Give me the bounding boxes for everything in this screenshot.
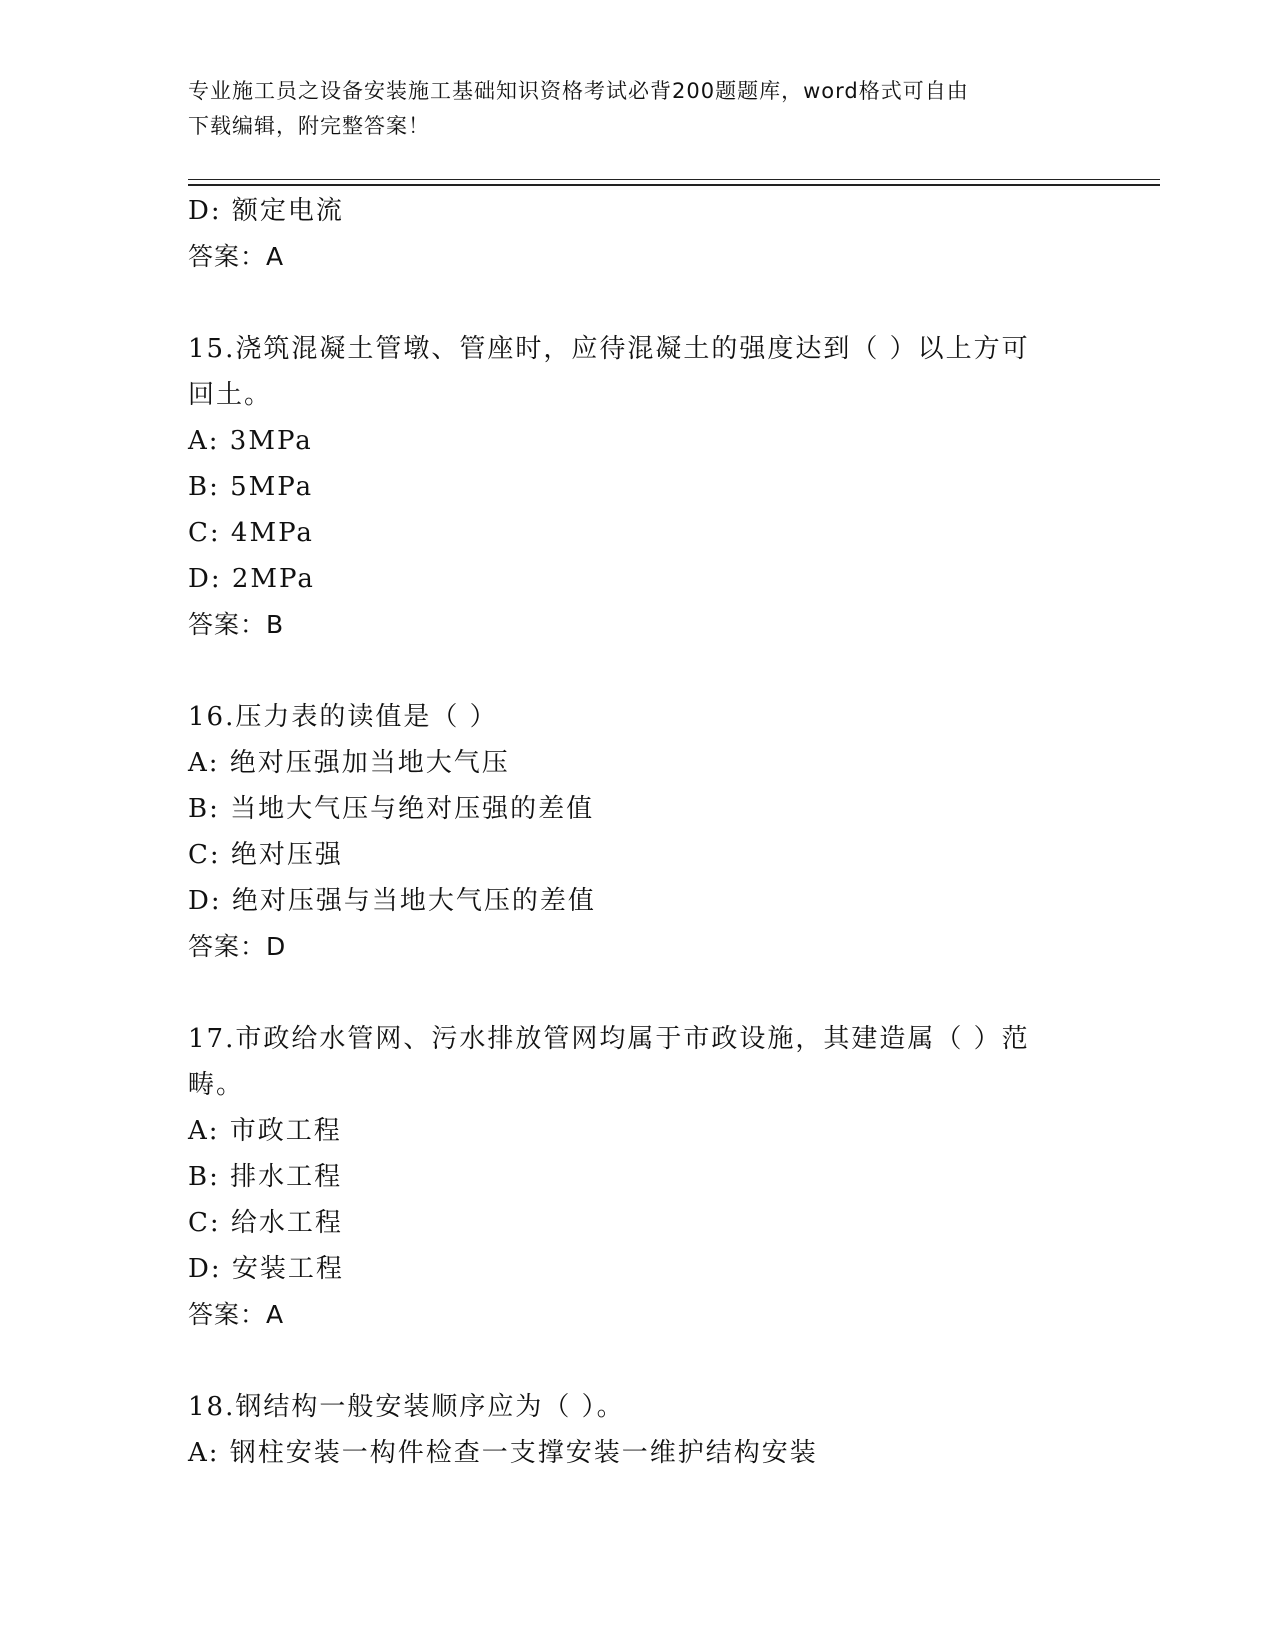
document-header — [188, 74, 1088, 144]
header-divider-thin — [188, 179, 1160, 180]
option-d: D: 2MPa — [188, 564, 315, 594]
answer-line: 答案：A — [188, 242, 285, 271]
answer-line: 答案：B — [188, 610, 285, 639]
header-line-2: 下载编辑，附完整答案！ — [188, 114, 430, 138]
option-c: C: 绝对压强 — [188, 840, 343, 870]
question-text-continued: 回土。 — [188, 380, 273, 410]
question-18 — [188, 1384, 1088, 1476]
option-b: B: 5MPa — [188, 472, 314, 502]
question-text: 16.压力表的读值是（ ） — [188, 702, 498, 732]
header-line-1: 专业施工员之设备安装施工基础知识资格考试必背200题题库，word格式可自由 — [188, 79, 969, 103]
spacer — [188, 648, 1088, 694]
option-d: D: 绝对压强与当地大气压的差值 — [188, 886, 596, 916]
option-a: A: 3MPa — [188, 426, 313, 456]
header-divider-thick — [188, 184, 1160, 186]
option-a: A: 绝对压强加当地大气压 — [188, 748, 510, 778]
spacer — [188, 280, 1088, 326]
question-text-continued: 畴。 — [188, 1070, 245, 1100]
answer-line: 答案：A — [188, 1300, 285, 1329]
question-list — [188, 188, 1088, 1476]
question-text: 17.市政给水管网、污水排放管网均属于市政设施，其建造属（ ）范 — [188, 1024, 1030, 1054]
option-d: D: 额定电流 — [188, 196, 344, 226]
option-a: A: 钢柱安装一构件检查一支撑安装一维护结构安装 — [188, 1438, 818, 1468]
option-a: A: 市政工程 — [188, 1116, 342, 1146]
question-15 — [188, 326, 1088, 648]
option-d: D: 安装工程 — [188, 1254, 344, 1284]
option-b: B: 排水工程 — [188, 1162, 343, 1192]
spacer — [188, 970, 1088, 1016]
question-17 — [188, 1016, 1088, 1338]
answer-line: 答案：D — [188, 932, 287, 961]
spacer — [188, 1338, 1088, 1384]
question-text: 18.钢结构一般安装顺序应为（ ）。 — [188, 1392, 625, 1422]
option-b: B: 当地大气压与绝对压强的差值 — [188, 794, 595, 824]
question-text: 15.浇筑混凝土管墩、管座时，应待混凝土的强度达到（ ）以上方可 — [188, 334, 1030, 364]
option-c: C: 4MPa — [188, 518, 314, 548]
option-c: C: 给水工程 — [188, 1208, 343, 1238]
question-16 — [188, 694, 1088, 970]
